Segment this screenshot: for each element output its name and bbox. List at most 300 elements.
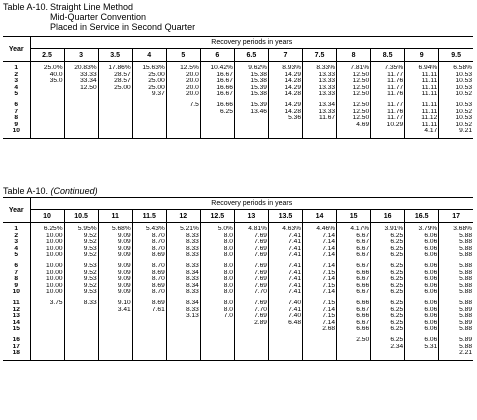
value-cell: 9.52	[64, 283, 98, 290]
value-cell: 5.88	[439, 252, 473, 259]
value-cell: 5.88	[439, 283, 473, 290]
value-cell: 5.89	[439, 337, 473, 344]
value-cell: 5.89	[439, 320, 473, 327]
value-cell: 7.69	[234, 283, 268, 290]
value-cell	[98, 109, 132, 116]
value-cell	[30, 326, 64, 333]
value-cell: 3.41	[98, 307, 132, 314]
value-cell: 7.41	[268, 270, 302, 277]
year-cell: 10	[3, 289, 30, 296]
value-cell: 6.25	[371, 246, 405, 253]
value-cell	[268, 350, 302, 357]
value-cell: 11.11	[405, 72, 439, 79]
value-cell: 3.68%	[439, 226, 473, 233]
value-cell: 7.41	[268, 289, 302, 296]
value-cell: 6.67	[337, 320, 371, 327]
column-header: 16	[371, 210, 405, 223]
value-cell: 6.25	[371, 270, 405, 277]
value-cell	[303, 344, 337, 351]
value-cell: 12.50	[64, 85, 98, 92]
value-cell: 9.62%	[234, 65, 268, 72]
value-cell: 10.53	[439, 115, 473, 122]
value-cell: 6.06	[405, 246, 439, 253]
value-cell	[98, 313, 132, 320]
value-cell: 5.88	[439, 239, 473, 246]
column-header: 5	[166, 49, 200, 62]
value-cell	[30, 320, 64, 327]
value-cell	[30, 85, 64, 92]
year-cell: 1	[3, 65, 30, 72]
value-cell: 9.09	[98, 289, 132, 296]
value-cell: 7.14	[303, 263, 337, 270]
value-cell	[303, 350, 337, 357]
value-cell	[132, 102, 166, 109]
value-cell: 20.83%	[64, 65, 98, 72]
value-cell: 9.09	[98, 233, 132, 240]
value-cell: 7.41	[268, 307, 302, 314]
year-cell: 13	[3, 313, 30, 320]
table-row	[3, 337, 473, 344]
value-cell: 12.5%	[166, 65, 200, 72]
value-cell	[98, 320, 132, 327]
value-cell: 3.91%	[371, 226, 405, 233]
value-cell: 15.38	[234, 72, 268, 79]
value-cell	[268, 326, 302, 333]
year-cell: 6	[3, 263, 30, 270]
value-cell	[132, 350, 166, 357]
value-cell: 7.41	[268, 252, 302, 259]
value-cell: 11.77	[371, 115, 405, 122]
periods-header: Recovery periods in years	[30, 37, 473, 49]
table1-title-line-2: Mid-Quarter Convention	[50, 12, 147, 22]
year-cell: 2	[3, 233, 30, 240]
value-cell: 6.25	[371, 263, 405, 270]
value-cell: 9.09	[98, 283, 132, 290]
value-cell: 11.11	[405, 85, 439, 92]
value-cell: 10.00	[30, 289, 64, 296]
value-cell: 10.52	[439, 122, 473, 129]
value-cell: 10.00	[30, 239, 64, 246]
value-cell: 10.00	[30, 270, 64, 277]
table1-title-line-3: Placed in Service in Second Quarter	[50, 22, 196, 32]
value-cell	[30, 122, 64, 129]
value-cell: 15.39	[234, 85, 268, 92]
value-cell: 9.53	[64, 276, 98, 283]
value-cell: 6.67	[337, 289, 371, 296]
value-cell: 7.69	[234, 270, 268, 277]
table-row	[3, 72, 473, 79]
value-cell: 14.29	[268, 72, 302, 79]
value-cell	[98, 122, 132, 129]
value-cell: 6.66	[337, 326, 371, 333]
table-row	[3, 313, 473, 320]
value-cell: 8.33	[166, 307, 200, 314]
value-cell: 35.0	[30, 78, 64, 85]
value-cell: 3.13	[166, 313, 200, 320]
year-cell: 6	[3, 102, 30, 109]
value-cell: 10.00	[30, 233, 64, 240]
value-cell	[132, 344, 166, 351]
value-cell: 16.67	[200, 72, 234, 79]
value-cell	[166, 109, 200, 116]
value-cell: 9.09	[98, 252, 132, 259]
value-cell: 4.63%	[268, 226, 302, 233]
value-cell: 14.29	[268, 102, 302, 109]
value-cell: 10.00	[30, 283, 64, 290]
value-cell	[234, 344, 268, 351]
value-cell: 11.11	[405, 109, 439, 116]
value-cell	[234, 128, 268, 135]
value-cell: 6.25%	[30, 226, 64, 233]
value-cell: 7.41	[268, 263, 302, 270]
value-cell: 7.41	[268, 283, 302, 290]
column-header: 12	[166, 210, 200, 223]
value-cell: 10.53	[439, 102, 473, 109]
value-cell: 9.52	[64, 233, 98, 240]
value-cell	[234, 115, 268, 122]
column-header: 4	[132, 49, 166, 62]
value-cell: 9.52	[64, 270, 98, 277]
value-cell: 8.0	[200, 289, 234, 296]
value-cell	[303, 122, 337, 129]
table2-continued: (Continued)	[50, 186, 98, 196]
year-header: Year	[3, 198, 30, 223]
year-cell: 5	[3, 252, 30, 259]
value-cell: 6.25	[371, 320, 405, 327]
value-cell	[64, 320, 98, 327]
value-cell: 15.38	[234, 91, 268, 98]
value-cell	[30, 91, 64, 98]
value-cell: 11.12	[405, 115, 439, 122]
value-cell: 5.88	[439, 233, 473, 240]
value-cell: 8.33	[166, 246, 200, 253]
value-cell: 4.46%	[303, 226, 337, 233]
value-cell	[200, 326, 234, 333]
table-row	[3, 263, 473, 270]
value-cell: 2.21	[439, 350, 473, 357]
value-cell: 15.38	[234, 78, 268, 85]
value-cell	[30, 307, 64, 314]
value-cell: 12.50	[337, 115, 371, 122]
value-cell: 8.33	[64, 300, 98, 307]
value-cell: 7.41	[268, 246, 302, 253]
value-cell	[200, 344, 234, 351]
table1-title-line-1: Straight Line Method	[50, 2, 134, 12]
value-cell: 7.69	[234, 263, 268, 270]
value-cell: 6.06	[405, 313, 439, 320]
value-cell: 11.11	[405, 122, 439, 129]
value-cell: 6.25	[200, 109, 234, 116]
value-cell	[30, 128, 64, 135]
value-cell: 6.67	[337, 252, 371, 259]
value-cell	[98, 350, 132, 357]
value-cell: 14.28	[268, 109, 302, 116]
column-header: 8.5	[371, 49, 405, 62]
value-cell: 8.69	[132, 252, 166, 259]
table-row	[3, 102, 473, 109]
value-cell: 6.66	[337, 283, 371, 290]
value-cell: 17.86%	[98, 65, 132, 72]
value-cell: 7.40	[268, 313, 302, 320]
value-cell: 20.0	[166, 78, 200, 85]
value-cell: 6.25	[371, 252, 405, 259]
value-cell: 6.48	[268, 320, 302, 327]
value-cell: 3.79%	[405, 226, 439, 233]
table1	[3, 36, 473, 139]
year-cell: 2	[3, 72, 30, 79]
value-cell: 11.76	[371, 91, 405, 98]
value-cell: 5.89	[439, 307, 473, 314]
value-cell: 11.67	[303, 115, 337, 122]
value-cell	[64, 307, 98, 314]
value-cell: 9.09	[98, 246, 132, 253]
value-cell	[132, 122, 166, 129]
value-cell	[166, 326, 200, 333]
value-cell: 5.88	[439, 246, 473, 253]
value-cell: 14.28	[268, 78, 302, 85]
year-header: Year	[3, 37, 30, 62]
year-cell: 16	[3, 337, 30, 344]
value-cell: 10.00	[30, 263, 64, 270]
column-header: 7.5	[303, 49, 337, 62]
year-cell: 10	[3, 128, 30, 135]
value-cell	[166, 115, 200, 122]
year-cell: 7	[3, 270, 30, 277]
value-cell: 8.34	[166, 283, 200, 290]
value-cell: 6.06	[405, 320, 439, 327]
value-cell: 20.0	[166, 85, 200, 92]
value-cell	[64, 337, 98, 344]
value-cell: 11.77	[371, 102, 405, 109]
value-cell: 5.88	[439, 344, 473, 351]
value-cell: 7.14	[303, 239, 337, 246]
value-cell: 6.25	[371, 300, 405, 307]
value-cell	[337, 128, 371, 135]
value-cell: 5.88	[439, 300, 473, 307]
value-cell: 8.70	[132, 289, 166, 296]
value-cell: 9.52	[64, 239, 98, 246]
year-cell: 1	[3, 226, 30, 233]
value-cell	[268, 128, 302, 135]
value-cell: 6.25	[371, 307, 405, 314]
value-cell	[200, 122, 234, 129]
value-cell: 6.66	[337, 270, 371, 277]
value-cell	[303, 337, 337, 344]
value-cell: 5.88	[439, 326, 473, 333]
table-row	[3, 233, 473, 240]
column-header: 9	[405, 49, 439, 62]
value-cell: 6.66	[337, 300, 371, 307]
value-cell: 2.34	[371, 344, 405, 351]
value-cell: 14.28	[268, 91, 302, 98]
table1-label: Table A-10.	[3, 2, 49, 12]
value-cell: 9.09	[98, 276, 132, 283]
value-cell: 16.67	[200, 91, 234, 98]
column-header: 8	[337, 49, 371, 62]
value-cell: 33.33	[64, 72, 98, 79]
column-header: 16.5	[405, 210, 439, 223]
value-cell: 8.0	[200, 233, 234, 240]
value-cell: 8.33	[166, 252, 200, 259]
value-cell: 7.61	[132, 307, 166, 314]
value-cell: 9.10	[98, 300, 132, 307]
value-cell: 6.67	[337, 263, 371, 270]
value-cell: 12.50	[337, 109, 371, 116]
value-cell: 10.00	[30, 252, 64, 259]
value-cell: 2.89	[234, 320, 268, 327]
value-cell	[234, 326, 268, 333]
table-row	[3, 252, 473, 259]
value-cell: 7.69	[234, 239, 268, 246]
value-cell: 8.70	[132, 233, 166, 240]
value-cell: 5.88	[439, 289, 473, 296]
table2-label: Table A-10.	[3, 186, 49, 196]
value-cell: 9.52	[64, 252, 98, 259]
value-cell: 8.33	[166, 276, 200, 283]
year-cell: 9	[3, 122, 30, 129]
table-row	[3, 350, 473, 357]
table1-title	[3, 2, 195, 32]
year-cell: 11	[3, 300, 30, 307]
value-cell: 25.00	[98, 85, 132, 92]
value-cell	[200, 337, 234, 344]
value-cell	[64, 313, 98, 320]
value-cell	[30, 350, 64, 357]
value-cell: 5.0%	[200, 226, 234, 233]
value-cell: 8.33%	[303, 65, 337, 72]
value-cell: 8.33	[166, 239, 200, 246]
column-header: 9.5	[439, 49, 473, 62]
value-cell	[64, 109, 98, 116]
value-cell: 8.70	[132, 246, 166, 253]
value-cell: 6.06	[405, 337, 439, 344]
value-cell: 28.57	[98, 72, 132, 79]
value-cell	[98, 91, 132, 98]
value-cell: 11.11	[405, 91, 439, 98]
value-cell: 13.33	[303, 78, 337, 85]
value-cell: 8.34	[166, 300, 200, 307]
value-cell	[132, 337, 166, 344]
value-cell	[200, 350, 234, 357]
year-cell: 18	[3, 350, 30, 357]
value-cell: 8.70	[132, 263, 166, 270]
value-cell	[132, 326, 166, 333]
value-cell	[166, 122, 200, 129]
value-cell: 6.25	[371, 233, 405, 240]
value-cell: 4.69	[337, 122, 371, 129]
value-cell: 5.43%	[132, 226, 166, 233]
value-cell: 7.14	[303, 246, 337, 253]
value-cell: 7.69	[234, 276, 268, 283]
table-row	[3, 320, 473, 327]
table-row	[3, 283, 473, 290]
value-cell	[268, 337, 302, 344]
year-cell: 4	[3, 246, 30, 253]
value-cell: 8.69	[132, 300, 166, 307]
table-row	[3, 344, 473, 351]
value-cell: 15.63%	[132, 65, 166, 72]
value-cell: 7.69	[234, 246, 268, 253]
value-cell	[132, 313, 166, 320]
value-cell	[64, 122, 98, 129]
table-row	[3, 91, 473, 98]
value-cell	[64, 102, 98, 109]
value-cell: 12.50	[337, 85, 371, 92]
column-header: 2.5	[30, 49, 64, 62]
value-cell: 7.70	[234, 307, 268, 314]
value-cell: 9.37	[132, 91, 166, 98]
value-cell	[98, 102, 132, 109]
value-cell: 6.66	[337, 313, 371, 320]
value-cell: 5.88	[439, 270, 473, 277]
value-cell: 8.0	[200, 270, 234, 277]
value-cell: 6.25	[371, 276, 405, 283]
value-cell	[64, 326, 98, 333]
value-cell: 33.34	[64, 78, 98, 85]
value-cell: 10.00	[30, 246, 64, 253]
value-cell: 25.00	[132, 78, 166, 85]
value-cell: 10.00	[30, 276, 64, 283]
value-cell: 5.88	[439, 276, 473, 283]
value-cell: 6.06	[405, 326, 439, 333]
value-cell	[371, 350, 405, 357]
value-cell: 10.29	[371, 122, 405, 129]
value-cell: 8.0	[200, 307, 234, 314]
value-cell	[268, 344, 302, 351]
value-cell	[30, 102, 64, 109]
value-cell: 9.53	[64, 263, 98, 270]
column-header: 13	[234, 210, 268, 223]
value-cell: 6.67	[337, 233, 371, 240]
value-cell: 12.50	[337, 102, 371, 109]
value-cell: 5.88	[439, 313, 473, 320]
value-cell: 25.00	[132, 72, 166, 79]
value-cell: 7.14	[303, 289, 337, 296]
value-cell	[234, 337, 268, 344]
value-cell: 6.06	[405, 233, 439, 240]
year-cell: 9	[3, 283, 30, 290]
value-cell: 5.21%	[166, 226, 200, 233]
value-cell: 8.0	[200, 246, 234, 253]
table-row	[3, 307, 473, 314]
value-cell	[30, 109, 64, 116]
value-cell: 11.11	[405, 102, 439, 109]
value-cell: 6.25	[371, 337, 405, 344]
value-cell: 9.09	[98, 270, 132, 277]
value-cell: 10.53	[439, 78, 473, 85]
value-cell: 6.06	[405, 252, 439, 259]
value-cell: 11.11	[405, 78, 439, 85]
value-cell: 8.33	[166, 263, 200, 270]
value-cell: 6.67	[337, 239, 371, 246]
value-cell: 6.25	[371, 239, 405, 246]
value-cell	[166, 350, 200, 357]
value-cell: 6.06	[405, 239, 439, 246]
value-cell	[64, 115, 98, 122]
column-header: 12.5	[200, 210, 234, 223]
value-cell	[64, 91, 98, 98]
value-cell: 7.14	[303, 320, 337, 327]
column-header: 3.5	[98, 49, 132, 62]
value-cell: 6.94%	[405, 65, 439, 72]
value-cell	[98, 128, 132, 135]
value-cell: 10.52	[439, 91, 473, 98]
table-row	[3, 326, 473, 333]
value-cell: 9.53	[64, 246, 98, 253]
value-cell	[200, 320, 234, 327]
value-cell: 10.52	[439, 109, 473, 116]
value-cell: 20.0	[166, 72, 200, 79]
